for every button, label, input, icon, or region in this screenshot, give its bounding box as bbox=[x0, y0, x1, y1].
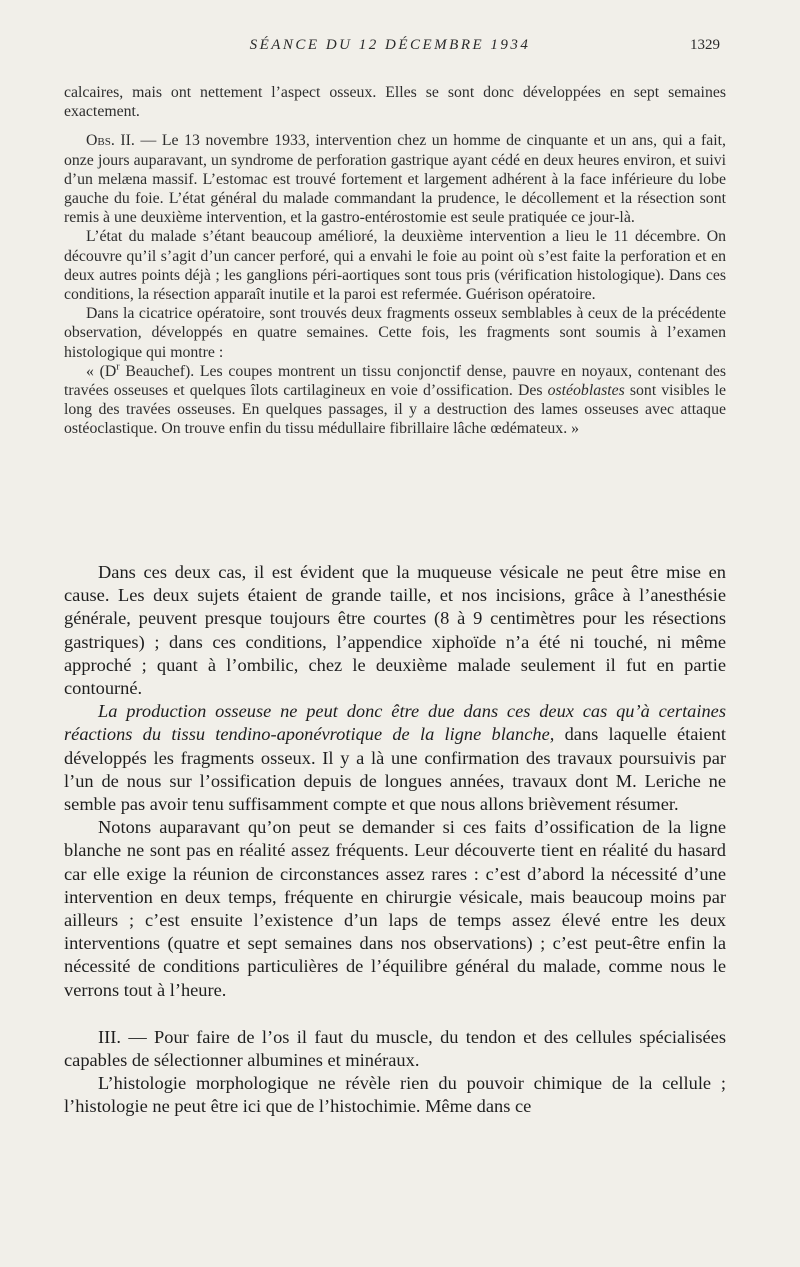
obs-label: Obs. II. bbox=[86, 132, 135, 150]
running-title: SÉANCE DU 12 DÉCEMBRE 1934 bbox=[249, 37, 531, 53]
discussion-paragraph-bone-production bbox=[64, 700, 726, 816]
observation-paragraph-histology-quote bbox=[64, 362, 726, 439]
observation-block bbox=[64, 83, 726, 439]
discussion-paragraph-frequency: Notons auparavant qu’on peut se demander si ces faits d’ossification de la ligne blanche ne sont pas en réalité assez fréquents. Leur découverte tient en réalité du hasard car elle exige la réunion de circonstances assez rares : c’est d’abord la nécessité d’une intervention en deux temps, fréquente en chirurgie vésicale, mais beaucoup moins par ailleurs ; c’est ensuite l’existence d’un laps de temps assez élevé entre les deux interventions (quatre et sept semaines dans nos observations) ; c’est peut-être enfin la nécessité de conditions particulières de l’équilibre général du malade, comme nous le verrons tout à l’heure. bbox=[64, 817, 726, 1000]
discussion-paragraph-two-cases: Dans ces deux cas, il est évident que la muqueuse vésicale ne peut être mise en cause. Les deux sujets étaient de grande taille, et nos incisions, grâce à l’anesthésie générale, peuvent presque toujours être courtes (8 à 9 centimètres pour les résections gastriques) ; dans ces conditions, l’appendice xiphoïde n’a été ni touché, ni même approché ; quant à l’ombilic, chez le deuxième malade seulement il fut en partie contourné. bbox=[64, 562, 726, 699]
observation-paragraph-fragments: Dans la cicatrice opératoire, sont trouvés deux fragments osseux semblables à ceux de la précédente observation, développés en quatre semaines. Cette fois, les fragments sont soumis à l’examen histologique qui montre : bbox=[64, 305, 726, 361]
discussion-text: dans laquelle étaient développés les fragments osseux. Il y a là une confirmation des travaux poursuivis par l’un de nous sur l’ossification depuis de longues années, travaux dont M. Leriche ne semble pas avoir tenu suffisamment compte et que nous allons brièvement résumer. bbox=[64, 724, 726, 815]
observation-paragraph-continuation: calcaires, mais ont nettement l’aspect osseux. Elles se sont donc développées en sept semaines exactement. bbox=[64, 84, 726, 121]
observation-paragraph-obs-ii bbox=[64, 131, 726, 227]
page-number: 1329 bbox=[690, 37, 720, 53]
doctor-abbrev-sup: r bbox=[116, 361, 120, 373]
observation-paragraph-second-intervention: L’état du malade s’étant beaucoup amélioré, la deuxième intervention a lieu le 11 décembre. On découvre qu’il s’agit d’un cancer perforé, qui a envahi le foie au point où s’est faite la perforation et en deux autres points déjà ; les ganglions péri-aortiques sont tous pris (vérification histologique). Dans ces conditions, la résection apparaît inutile et la paroi est refermée. Guérison opératoire. bbox=[64, 228, 726, 304]
discussion-block bbox=[64, 561, 726, 1119]
quote-emphasis: ostéoblastes bbox=[547, 382, 625, 400]
discussion-emphasis: La production osseuse ne peut donc être due dans ces deux cas qu’à certaines réactions du tissu tendino-aponévrotique de la ligne blanche, bbox=[64, 701, 726, 745]
quote-open: « (D bbox=[86, 362, 117, 380]
quote-text-b: sont visibles le long des travées osseuses. En quelques passages, il y a destruction des lames osseuses avec attaque ostéoclastique. On trouve enfin du tissu médullaire fibrillaire lâche œdémateux. » bbox=[64, 382, 726, 438]
section-iii-paragraph: III. — Pour faire de l’os il faut du muscle, du tendon et des cellules spécialisées capables de sélectionner albumines et minéraux. bbox=[64, 1026, 726, 1071]
obs-body: — Le 13 novembre 1933, intervention chez un homme de cinquante et un ans, qui a fait, onze jours auparavant, un syndrome de perforation gastrique ayant cédé en deux heures environ, et suivi d’un melæna massif. L’estomac est trouvé fortement et largement adhérent à la face inférieure du lobe gauche du foie. L’état général du malade commandant la prudence, le décollement et la résection sont remis à une deuxième intervention, et la gastro-entérostomie est seule pratiquée ce jour-là. bbox=[64, 132, 726, 227]
histology-paragraph: L’histologie morphologique ne révèle rien du pouvoir chimique de la cellule ; l’histologie ne peut être ici que de l’histochimie. Même dans ce bbox=[64, 1073, 726, 1117]
quote-text-a: Beauchef). Les coupes montrent un tissu conjonctif dense, pauvre en noyaux, contenant des travées osseuses et quelques îlots cartilagineux en voie d’ossification. Des bbox=[64, 362, 726, 400]
